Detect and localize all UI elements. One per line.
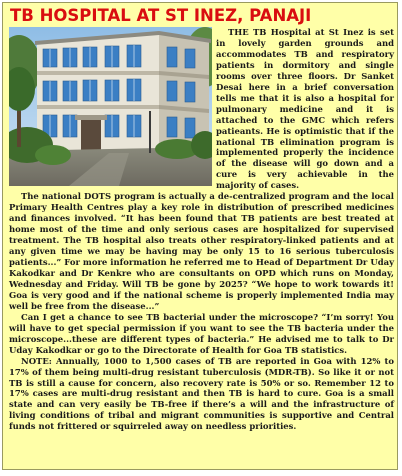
article-panel <box>2 2 398 470</box>
paragraph-4: NOTE: Annually, 1000 to 1,500 cases of TB are reported in Goa with 12% to 17% of them being multi-drug resistant tuberculosis (MDR-TB). So like it or not TB is still a cause for concern, also recovery rate is 50% or so. Remember 12 to 17% cases are multi-drug resistant and then TB is hard to cure. Goa is a small state and can very easily be TB-free if there’s a will and the infrastructure of living conditions of tribal and migrant communities is supportive and Central funds not frittered or squirreled away on needless priorities. <box>9 355 394 432</box>
paragraph-3: Can I get a chance to see TB bacterial under the microscope? “I’m sorry! You will have to get special permission if you want to see the TB bacteria under the microscope...these are different types of bacteria.” He advised me to talk to Dr Uday Kakodkar or go to the Directorate of Health for Goa TB statistics. <box>9 311 394 355</box>
headline: TB HOSPITAL AT ST INEZ, PANAJI <box>10 6 312 25</box>
article-body <box>9 27 394 432</box>
paragraph-2: The national DOTS program is actually a de-centralized program and the local Primary Health Centres play a key role in distribution of prescribed medicines and finances involved. “It has been found that TB patients are best treated at home most of the time and only serious cases are hospitalized for supervised treatment. The TB hospital also treats other respiratory-linked patients and at any given time we may be having may be only 15 to 16 serious tuberculosis patients...” For more information he referred me to Head of Department Dr Uday Kakodkar and Dr Kenkre who are consultants on OPD which runs on Monday, Wednesday and Friday. Will TB be gone by 2025? “We hope to work towards it! Goa is very good and if the national scheme is properly implemented India may well be free from the disease...” <box>9 191 394 311</box>
photo-spacer <box>9 27 216 188</box>
paragraph-1: THE TB Hospital at St Inez is set in lovely garden grounds and accommodates TB and respiratory patients in dormitory and single rooms over three floors. Dr Sanket Desai here in a brief conversation tells me that it is also a hospital for pulmonary medicine and it is attached to the GMC which refers patieants. He is optimistic that if the national TB elimination program is implemented properly the incidence of the disease will go down and a cure is very achievable in the majority of cases. <box>216 27 394 191</box>
